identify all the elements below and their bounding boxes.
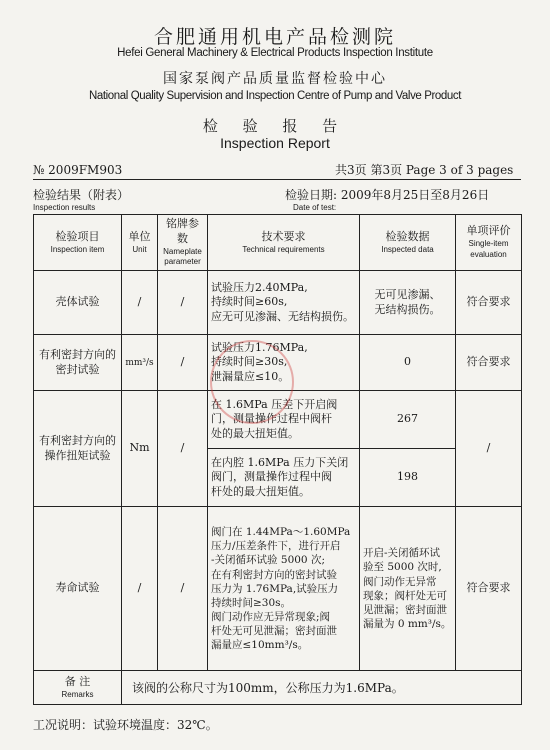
row-param: / xyxy=(158,271,208,335)
org-name-en: Hefei General Machinery & Electrical Products Inspection Institute xyxy=(117,47,433,59)
row-evaluation: / xyxy=(456,391,522,507)
header-technical-requirements: 技术要求 Technical requirements xyxy=(208,215,360,271)
org-name-cn: 合肥通用机电产品检测院 xyxy=(153,26,396,48)
inspection-stamp xyxy=(210,340,294,424)
header-unit: 单位 Unit xyxy=(122,215,158,271)
table-row xyxy=(34,271,522,335)
page-indicator: 共3页 第3页 Page 3 of 3 pages xyxy=(335,163,514,177)
row-requirements: 阀门在 1.44MPa～1.60MPa 压力/压差条件下，进行开启 -关闭循环试验 5000 次; 在有利密封方向的密封试验 压力为 1.76MPa,试验压力 持续时间≥30s。 阀门动作应无异常现象;阀 杆处无可见泄漏；密封面泄 漏量应≤10mm³/s。 xyxy=(208,507,360,671)
results-label-en: Inspection results xyxy=(33,203,96,212)
header-inspected-data: 检验数据 Inspected data xyxy=(360,215,456,271)
header-evaluation: 单项评价 Single-item evaluation xyxy=(456,215,522,271)
row-item: 有利密封方向的 操作扭矩试验 xyxy=(34,391,122,507)
row-param: / xyxy=(158,335,208,391)
condition-note: 工况说明：试验环境温度：32℃。 xyxy=(33,718,218,732)
report-number: № 2009FM903 xyxy=(33,163,123,177)
table-header-row xyxy=(34,215,522,271)
results-label-cn: 检验结果（附表） xyxy=(33,188,130,202)
row-item: 有利密封方向的 密封试验 xyxy=(34,335,122,391)
row-requirements: 试验压力1.76MPa, 持续时间≥30s, 泄漏量应≤10。 xyxy=(208,335,360,391)
row-requirements: 试验压力2.40MPa, 持续时间≥60s, 应无可见渗漏、无结构损伤。 xyxy=(208,271,360,335)
test-date-cn: 检验日期: 2009年8月25日至8月26日 xyxy=(285,188,490,202)
row-data: 无可见渗漏、 无结构损伤。 xyxy=(360,271,456,335)
header-rule xyxy=(33,179,521,180)
header-nameplate-parameter: 铭牌参数 Nameplate parameter xyxy=(158,215,208,271)
row-unit: mm³/s xyxy=(122,335,158,391)
test-date-en: Date of test: xyxy=(293,203,337,212)
table-row xyxy=(34,507,522,671)
row-unit: / xyxy=(122,507,158,671)
row-data: 开启-关闭循环试 验至 5000 次时, 阀门动作无异常 现象；阀杆处无可 见泄漏；密封面泄 漏量为 0 mm³/s。 xyxy=(360,507,456,671)
row-param: / xyxy=(158,507,208,671)
row-param: / xyxy=(158,391,208,507)
remarks-label: 备 注 Remarks xyxy=(34,671,122,705)
center-name-cn: 国家泵阀产品质量监督检验中心 xyxy=(163,71,387,87)
row-requirements-close: 在内腔 1.6MPa 压力下关闭 阀门，测量操作过程中阀 杆处的最大扭矩值。 xyxy=(208,449,360,507)
row-item: 寿命试验 xyxy=(34,507,122,671)
remarks-text: 该阀的公称尺寸为100mm，公称压力为1.6MPa。 xyxy=(122,671,522,705)
row-unit: / xyxy=(122,271,158,335)
center-name-en: National Quality Supervision and Inspection Centre of Pump and Valve Product xyxy=(88,90,462,102)
row-unit: Nm xyxy=(122,391,158,507)
row-evaluation: 符合要求 xyxy=(456,271,522,335)
remarks-row xyxy=(34,671,522,705)
row-item: 壳体试验 xyxy=(34,271,122,335)
row-data: 0 xyxy=(360,335,456,391)
row-data-open: 267 xyxy=(360,391,456,449)
row-evaluation: 符合要求 xyxy=(456,335,522,391)
results-table xyxy=(33,214,522,705)
row-requirements-open: 在 1.6MPa 压差下开启阀 门，测量操作过程中阀杆 处的最大扭矩值。 xyxy=(208,391,360,449)
report-title-cn: 检 验 报 告 xyxy=(202,117,348,135)
row-evaluation: 符合要求 xyxy=(456,507,522,671)
header-inspection-item: 检验项目 Inspection item xyxy=(34,215,122,271)
report-title-en: Inspection Report xyxy=(220,135,330,151)
row-data-close: 198 xyxy=(360,449,456,507)
